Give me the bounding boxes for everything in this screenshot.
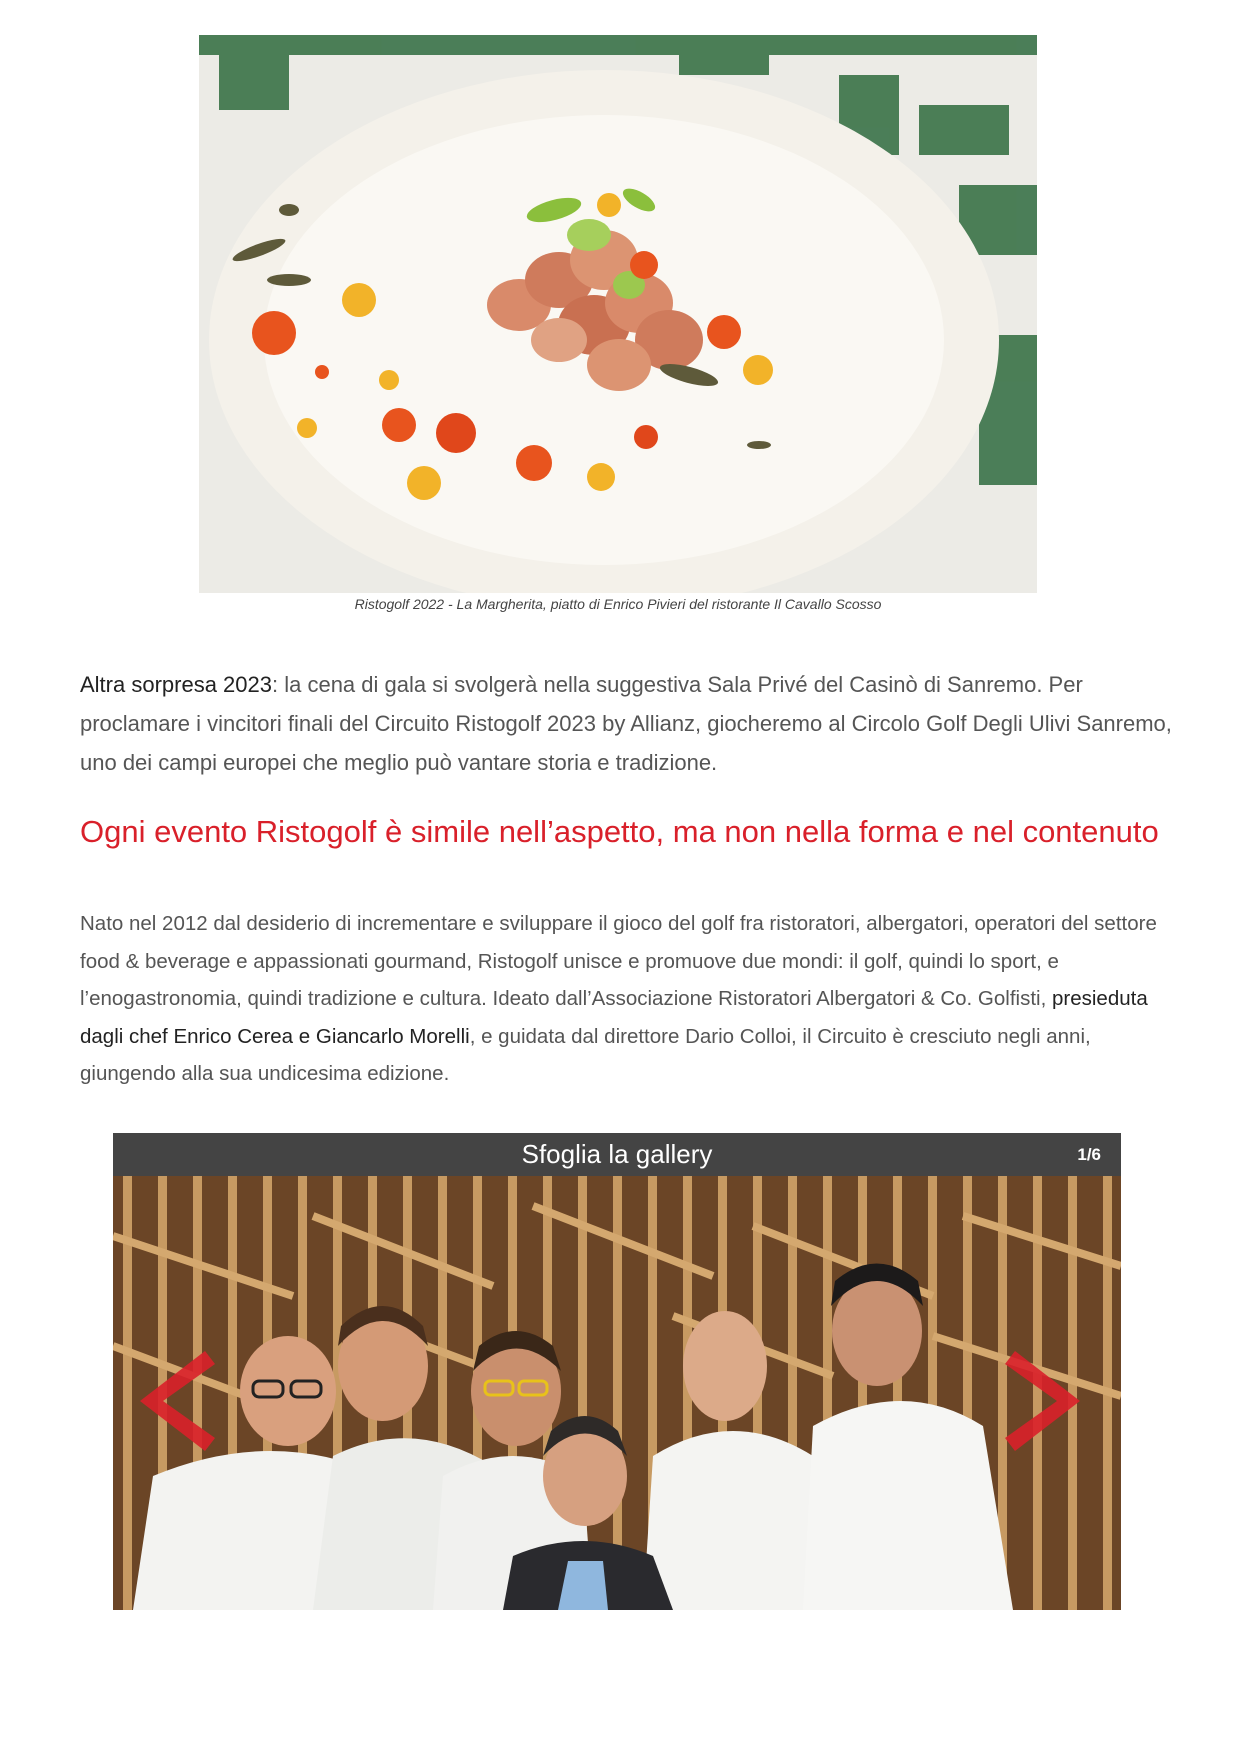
gallery-counter: 1/6 [1077, 1145, 1101, 1164]
section-text-strong: presieduta dagli chef Enrico Cerea e Giancarlo Morelli [80, 987, 1148, 1048]
hero-image [199, 35, 1037, 593]
photo-gallery [113, 1133, 1121, 1610]
gallery-prev-button[interactable] [135, 1346, 215, 1456]
section-heading: Ogni evento Ristogolf è simile nell’aspetto, ma non nella forma e nel contenuto [80, 814, 1159, 849]
hero-caption: Ristogolf 2022 - La Margherita, piatto di Enrico Pivieri del ristorante Il Cavallo Scosso [354, 596, 882, 612]
section-text-after: , e guidata dal direttore Dario Colloi, il Circuito è cresciuto negli anni, giungendo alla sua undicesima edizione. [80, 1024, 1091, 1085]
intro-text: : la cena di gala si svolgerà nella suggestiva Sala Privé del Casinò di Sanremo. Per proclamare i vincitori finali del Circuito Ristogolf 2023 by Allianz, giocheremo al Circolo Golf Degli Ulivi Sanremo, uno dei campi europei che meglio può vantare storia e tradizione. [80, 672, 1172, 775]
gallery-header [113, 1133, 1121, 1176]
chevron-left-icon [140, 1351, 215, 1451]
section-text-before: Nato nel 2012 dal desiderio di incrementare e sviluppare il gioco del golf fra ristoratori, albergatori, operatori del settore food & beverage e appassionati gourmand, Ristogolf unisce e promuove due mondi: il golf, quindi lo sport, e l’enogastronomia, quindi tradizione e cultura. Ideato dall’Associazione Ristoratori Albergatori & Co. Golfisti, [80, 912, 1157, 1010]
chevron-right-icon [1005, 1351, 1080, 1451]
section-paragraph [80, 905, 1190, 1093]
intro-lead: Altra sorpresa 2023 [80, 672, 272, 697]
gallery-next-button[interactable] [1005, 1346, 1085, 1456]
intro-paragraph [80, 665, 1185, 782]
gallery-title: Sfoglia la gallery [521, 1139, 713, 1169]
gallery-image [113, 1176, 1121, 1610]
